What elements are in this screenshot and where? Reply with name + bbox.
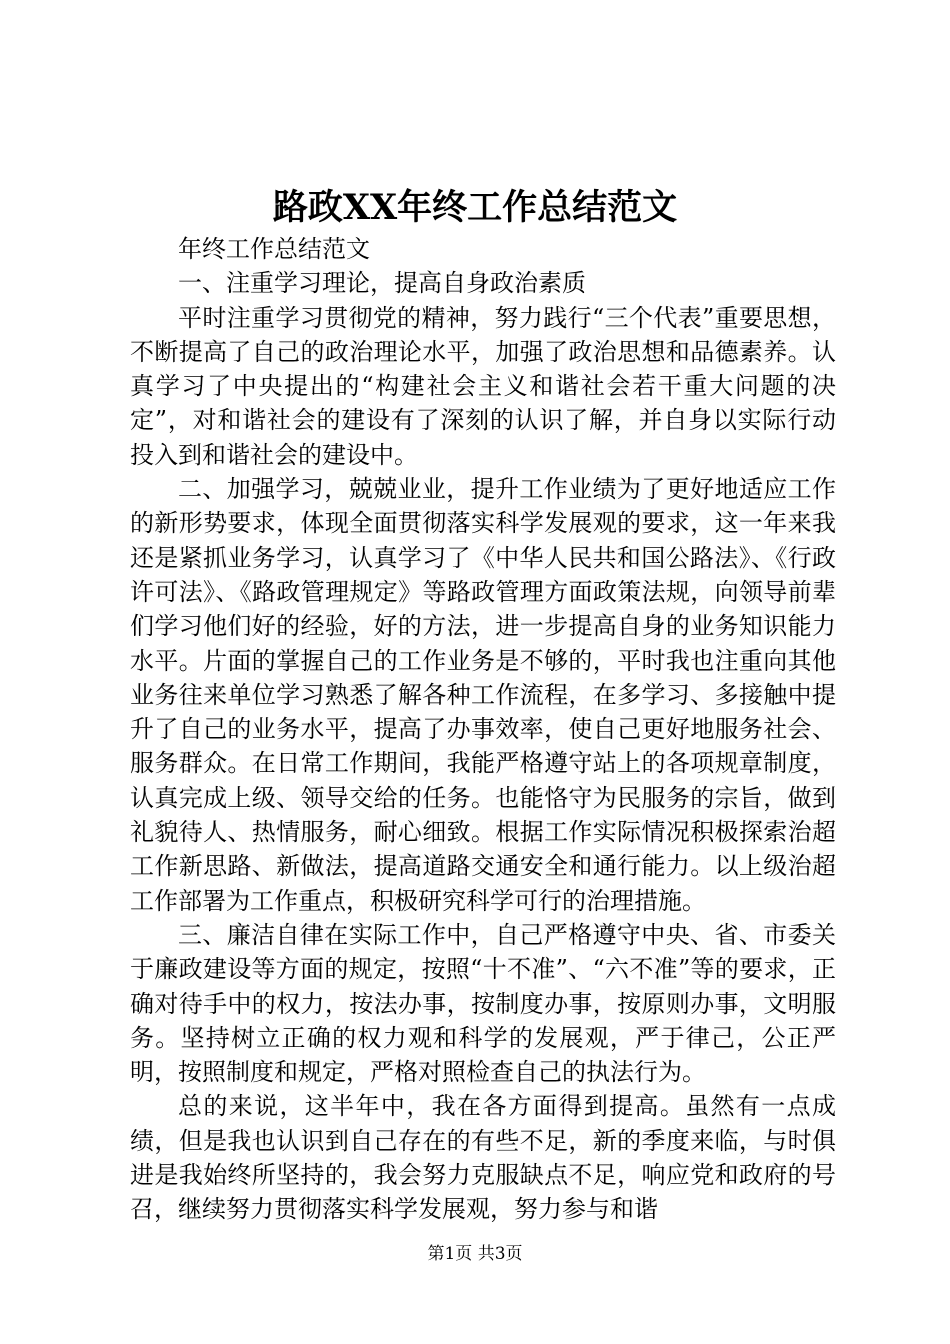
paragraph-section-3: 三、廉洁自律在实际工作中，自己严格遵守中央、省、市委关于廉政建设等方面的规定，按照“十不准”、“六不准”等的要求，正确对待手中的权力，按法办事，按制度办事，按原则办事，文明服务。坚持树立正确的权力观和科学的发展观，严于律己，公正严明，按照制度和规定，严格对照检查自己的执法行为。 [130, 920, 836, 1087]
paragraph-summary: 总的来说，这半年中，我在各方面得到提高。虽然有一点成绩，但是我也认识到自己存在的有些不足，新的季度来临，与时俱进是我始终所坚持的，我会努力克服缺点不足，响应党和政府的号召，继续努力贯彻落实科学发展观，努力参与和谐 [130, 1092, 836, 1224]
page-number-footer: 第1页 共3页 [427, 1244, 523, 1264]
document-body [130, 232, 836, 1227]
paragraph-section-1-heading: 一、注重学习理论，提高自身政治素质 [178, 269, 586, 298]
document-title: 路政XX年终工作总结范文 [272, 187, 678, 228]
paragraph-section-1-body: 平时注重学习贯彻党的精神，努力践行“三个代表”重要思想，不断提高了自己的政治理论水平，加强了政治思想和品德素养。认真学习了中央提出的“构建社会主义和谐社会若干重大问题的决定”，对和谐社会的建设有了深刻的认识了解，并自身以实际行动投入到和谐社会的建设中。 [130, 303, 836, 469]
paragraph-section-2: 二、加强学习，兢兢业业，提升工作业绩为了更好地适应工作的新形势要求，体现全面贯彻落实科学发展观的要求，这一年来我还是紧抓业务学习，认真学习了《中华人民共和国公路法》、《行政许可法》、《路政管理规定》等路政管理方面政策法规，向领导前辈们学习他们好的经验，好的方法，进一步提高自身的业务知识能力水平。片面的掌握自己的工作业务是不够的，平时我也注重向其他业务往来单位学习熟悉了解各种工作流程，在多学习、多接触中提升了自己的业务水平，提高了办事效率，使自己更好地服务社会、服务群众。在日常工作期间，我能严格遵守站上的各项规章制度，认真完成上级、领导交给的任务。也能恪守为民服务的宗旨，做到礼貌待人、热情服务，耐心细致。根据工作实际情况积极探索治超工作新思路、新做法，提高道路交通安全和通行能力。以上级治超工作部署为工作重点，积极研究科学可行的治理措施。 [130, 475, 836, 915]
paragraph-subtitle: 年终工作总结范文 [178, 235, 370, 263]
